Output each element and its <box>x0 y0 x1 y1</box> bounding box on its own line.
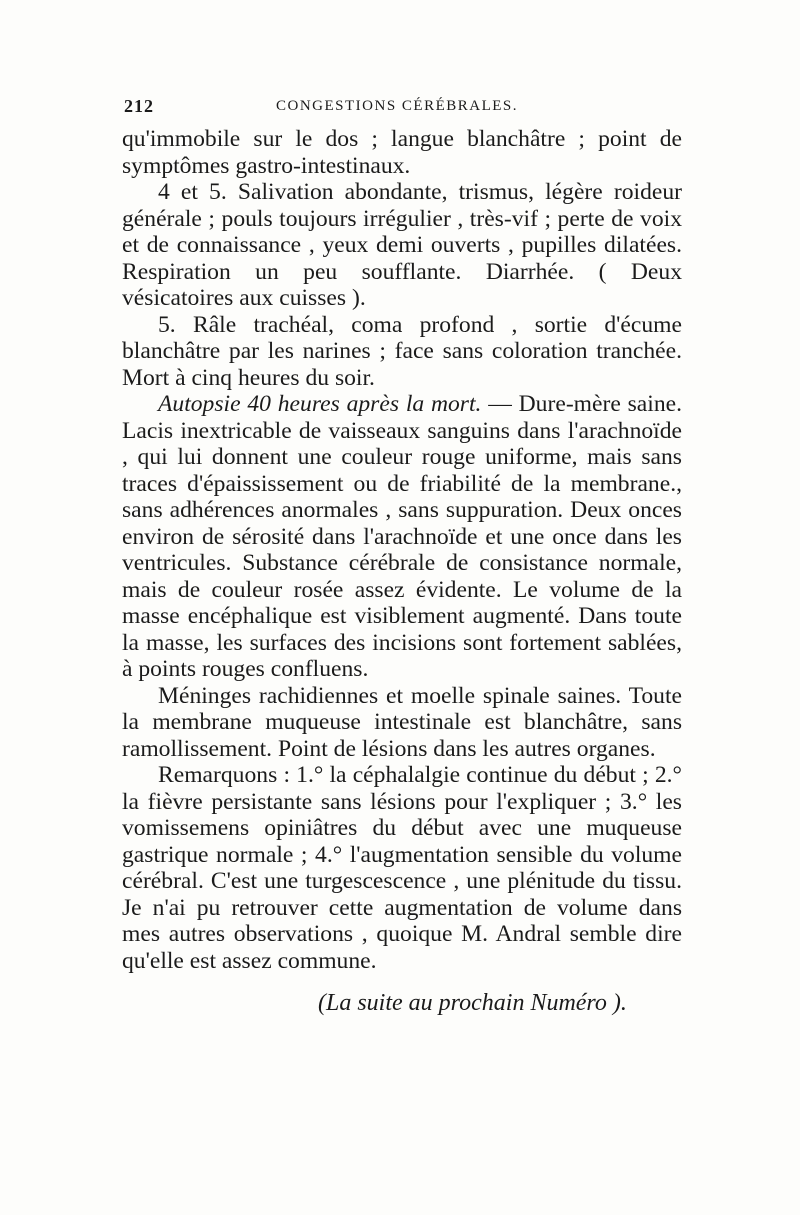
paragraph-remarks <box>122 762 682 974</box>
paragraph-meninges <box>122 683 682 763</box>
paragraph-continued <box>122 126 682 179</box>
paragraph-day-5 <box>122 312 682 392</box>
paragraph-text: 5. Râle trachéal, coma profond , sortie d'écume blanchâtre par les narines ; face sans coloration tranchée. Mort à cinq heures du soir. <box>122 311 682 391</box>
body-text <box>122 126 682 974</box>
page-number: 212 <box>124 96 154 116</box>
paragraph-text: — Dure-mère saine. Lacis inextricable de vaisseaux sanguins dans l'arachnoïde , qui lui donnent une couleur rouge uniforme, mais sans traces d'épaississement ou de friabilité de la membrane., sans adhérences anormales , sans suppuration. Deux onces environ de sérosité dans l'arachnoïde et une once dans les ventricules. Substance cérébrale de consistance normale, mais de couleur rosée assez évidente. Le volume de la masse encéphalique est visiblement augmenté. Dans toute la masse, les surfaces des incisions sont fortement sablées, à points rouges confluens. <box>122 391 682 682</box>
paragraph-text: Méninges rachidiennes et moelle spinale saines. Toute la membrane muqueuse intestinale est blanchâtre, sans ramollissement. Point de lésions dans les autres organes. <box>122 682 682 762</box>
paragraph-text: 4 et 5. Salivation abondante, trismus, légère roideur générale ; pouls toujours irrégulier , très-vif ; perte de voix et de connaissance , yeux demi ouverts , pupilles dilatées. Respiration un peu soufflante. Diarrhée. ( Deux vésicatoires aux cuisses ). <box>122 179 682 311</box>
running-head <box>124 92 676 122</box>
paragraph-autopsy <box>122 391 682 683</box>
autopsy-heading: Autopsie 40 heures après la mort. <box>158 391 482 417</box>
running-title: CONGESTIONS CÉRÉBRALES. <box>276 98 519 114</box>
continuation-note: (La suite au prochain Numéro ). <box>318 990 627 1016</box>
paragraph-day-4-5 <box>122 179 682 312</box>
paragraph-text: Remarquons : 1.° la céphalalgie continue du début ; 2.° la fièvre persistante sans lésions pour l'expliquer ; 3.° les vomissemens opiniâtres du début avec une muqueuse gastrique normale ; 4.° l'augmentation sensible du volume cérébral. C'est une turgescescence , une plénitude du tissu. Je n'ai pu retrouver cette augmentation de volume dans mes autres observations , quoique M. Andral semble dire qu'elle est assez commune. <box>122 762 682 974</box>
paragraph-text: qu'immobile sur le dos ; langue blanchâtre ; point de symptômes gastro-intestinaux. <box>122 126 682 179</box>
